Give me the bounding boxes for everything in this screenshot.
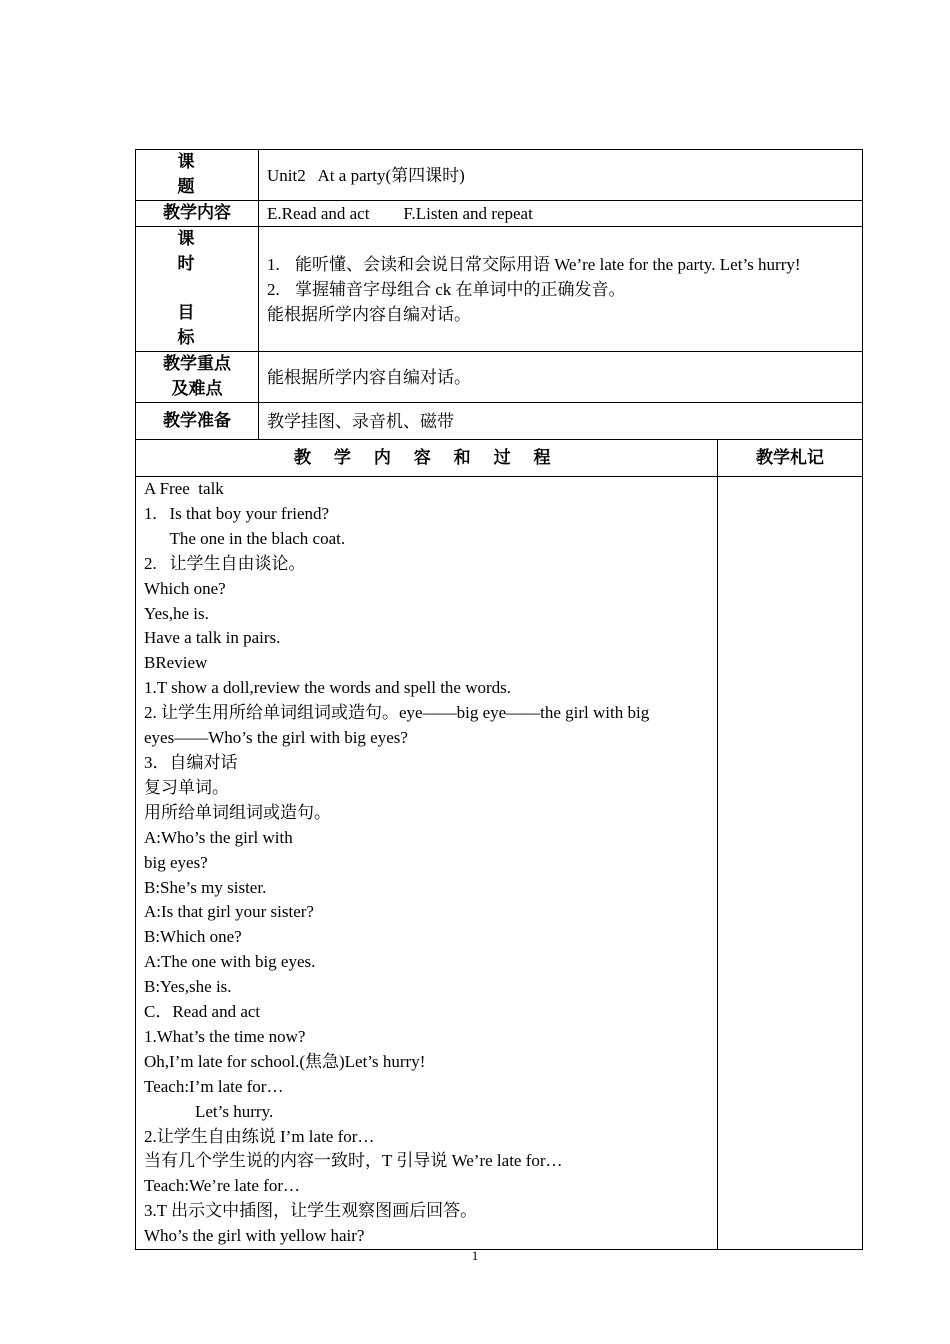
process-line: Let’s hurry. — [144, 1101, 274, 1121]
goal-number: 2. — [267, 279, 280, 299]
goal-number: 1. — [267, 254, 280, 274]
notes-header: 教学札记 — [718, 440, 863, 477]
process-line: Which one? — [144, 578, 226, 598]
process-line: 1.T show a doll,review the words and spell the words. — [144, 678, 512, 698]
process-header: 教 学 内 容 和 过 程 — [136, 440, 718, 477]
process-line: Who’s the girl with yellow hair? — [144, 1226, 365, 1246]
process-lines — [144, 477, 709, 1249]
process-line: A:The one with big eyes. — [144, 952, 316, 972]
process-line: B:Which one? — [144, 927, 242, 947]
goals-label-top: 课 时 — [177, 229, 217, 274]
key-points-label-line: 教学重点 — [163, 354, 231, 374]
process-line: Have a talk in pairs. — [144, 628, 281, 648]
process-line: 复习单词。 — [144, 777, 229, 797]
topic-row — [136, 150, 863, 201]
process-line: The one in the blach coat. — [144, 528, 346, 548]
process-line: Oh,I’m late for school.(焦急)Let’s hurry! — [144, 1051, 426, 1071]
content-value: E.Read and act F.Listen and repeat — [259, 201, 863, 227]
process-line: big eyes? — [144, 852, 208, 872]
goals-cell — [259, 227, 863, 352]
process-line: A:Who’s the girl with — [144, 827, 293, 847]
process-line: 1.What’s the time now? — [144, 1026, 306, 1046]
process-line: 2. 让学生自由谈论。 — [144, 553, 306, 573]
process-line: B:She’s my sister. — [144, 877, 267, 897]
process-line: 3．自编对话 — [144, 752, 238, 772]
process-line: Yes,he is. — [144, 603, 209, 623]
section-header-row — [136, 440, 863, 477]
page-number: 1 — [471, 1248, 479, 1263]
goal-text: 能听懂、会读和会说日常交际用语 We’re late for the party. Let’s hurry! — [295, 254, 801, 274]
goal-text: 掌握辅音字母组合 ck 在单词中的正确发音。 — [295, 279, 626, 299]
content-row — [136, 201, 863, 227]
goal-item — [267, 277, 854, 302]
process-line: C．Read and act — [144, 1002, 261, 1022]
topic-value: Unit2 At a party(第四课时) — [259, 150, 863, 201]
preparation-row — [136, 403, 863, 440]
process-line: A:Is that girl your sister? — [144, 902, 314, 922]
process-line: eyes——Who’s the girl with big eyes? — [144, 728, 408, 748]
key-points-value: 能根据所学内容自编对话。 — [259, 352, 863, 403]
key-points-label-line: 及难点 — [171, 379, 223, 399]
process-row — [136, 477, 863, 1250]
lesson-plan-table — [135, 149, 863, 1250]
goals-label-bottom: 目 标 — [177, 303, 217, 348]
preparation-value: 教学挂图、录音机、磁带 — [259, 403, 863, 440]
goal-extra: 能根据所学内容自编对话。 — [267, 304, 471, 324]
key-points-row — [136, 352, 863, 403]
process-line: BReview — [144, 653, 208, 673]
process-line: 当有几个学生说的内容一致时，T 引导说 We’re late for… — [144, 1151, 563, 1171]
preparation-label: 教学准备 — [136, 403, 259, 440]
content-label: 教学内容 — [136, 201, 259, 227]
goal-item — [267, 252, 854, 277]
goals-label-cell — [136, 227, 259, 352]
process-line: Teach:I’m late for… — [144, 1076, 284, 1096]
process-line: B:Yes,she is. — [144, 977, 232, 997]
process-cell — [136, 477, 718, 1250]
notes-cell — [718, 477, 863, 1250]
goals-row — [136, 227, 863, 352]
process-line: 用所给单词组词或造句。 — [144, 802, 331, 822]
process-line: Teach:We’re late for… — [144, 1176, 301, 1196]
process-line: 1. Is that boy your friend? — [144, 503, 330, 523]
process-line: 2.让学生自由练说 I’m late for… — [144, 1126, 375, 1146]
topic-label: 课 题 — [136, 150, 259, 201]
process-line: 3.T 出示文中插图，让学生观察图画后回答。 — [144, 1201, 478, 1221]
key-points-label — [136, 352, 259, 403]
process-line: A Free talk — [144, 479, 224, 498]
process-line: 2. 让学生用所给单词组词或造句。eye——big eye——the girl with big — [144, 703, 650, 723]
